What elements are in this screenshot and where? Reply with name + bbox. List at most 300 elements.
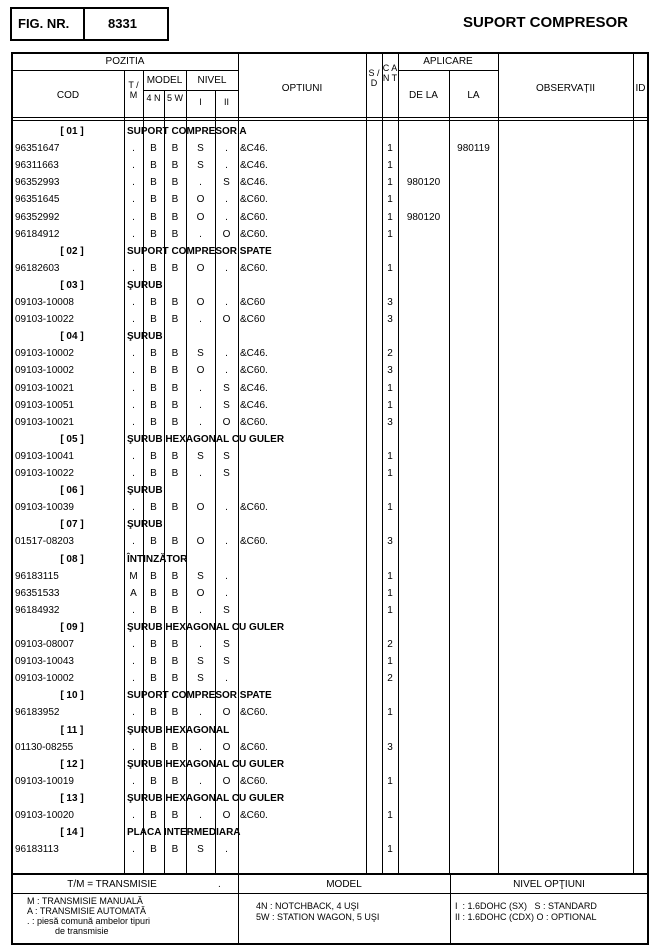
cell-tm: .	[132, 382, 135, 394]
legend-tm-line-3: . : piesă comună ambelor tipuri	[27, 916, 151, 926]
cell-cant: 2	[387, 673, 393, 685]
position-number: [ 07 ]	[60, 519, 84, 531]
col-nivel-2: II	[223, 97, 229, 107]
cell-tm: .	[132, 741, 135, 753]
part-name: ŞURUB	[127, 331, 163, 343]
cell-nivel-2: .	[225, 211, 228, 223]
cell-model-4n: B	[150, 382, 157, 394]
table-row	[12, 192, 648, 209]
cell-cod: 96183113	[15, 844, 59, 856]
col-nivel-1: I	[199, 97, 202, 107]
cell-model-4n: B	[150, 810, 157, 821]
cell-cod: 09103-10021	[15, 382, 74, 394]
table-row	[12, 449, 648, 466]
cell-optiune: &C46.	[240, 399, 268, 411]
cell-cant: 2	[387, 639, 393, 650]
cell-model-4n: B	[150, 365, 157, 377]
cell-nivel-2: .	[225, 297, 228, 308]
page-title: SUPORT COMPRESOR	[463, 14, 629, 31]
cell-model-4n: B	[150, 775, 157, 787]
table-row	[12, 261, 648, 278]
cell-cod: 96352993	[15, 177, 60, 189]
cell-nivel-1: S	[197, 656, 204, 668]
cell-model-5w: B	[171, 160, 179, 172]
cell-model-5w: B	[171, 656, 179, 668]
group-row	[12, 244, 648, 261]
cell-tm: .	[132, 775, 135, 787]
cell-cod: 96311663	[15, 160, 59, 172]
part-name: SUPORT COMPRESOR SPATE	[127, 245, 272, 257]
cell-nivel-2: S	[223, 468, 230, 479]
part-name: ŞURUB HEXAGONAL CU GULER	[127, 621, 285, 633]
cell-optiune: &C60.	[240, 262, 268, 274]
cell-nivel-2: .	[225, 194, 228, 206]
cell-optiune: &C46.	[240, 382, 268, 394]
table-row	[12, 295, 648, 312]
cell-model-4n: B	[150, 673, 157, 685]
legend-tm-dot: .	[218, 879, 221, 890]
cell-nivel-1: .	[199, 416, 202, 428]
cell-optiune: &C60.	[240, 365, 268, 377]
cell-optiune: &C46.	[240, 160, 268, 172]
cell-nivel-1: O	[196, 502, 205, 514]
cell-optiune: &C60.	[240, 775, 268, 787]
table-row	[12, 534, 648, 551]
cell-nivel-1: .	[199, 741, 202, 753]
cell-tm: .	[132, 639, 135, 650]
cell-tm: .	[132, 143, 135, 155]
cell-cod: 09103-10008	[15, 297, 74, 308]
cell-optiune: &C46.	[240, 177, 268, 189]
cell-de-la: 980120	[406, 211, 441, 223]
cell-cant: 1	[387, 160, 393, 172]
cell-cant: 1	[387, 468, 393, 479]
cell-model-5w: B	[171, 536, 179, 548]
cell-cant: 1	[387, 844, 393, 856]
cell-nivel-1: .	[199, 707, 202, 719]
cell-model-4n: B	[150, 160, 157, 172]
col-nivel: NIVEL	[197, 75, 227, 86]
cell-cod: 09103-10041	[15, 450, 74, 462]
cell-de-la: 980120	[406, 177, 441, 189]
cell-nivel-2: .	[225, 262, 228, 274]
group-row	[12, 723, 648, 740]
table-row	[12, 842, 648, 859]
cell-tm: .	[132, 707, 135, 719]
position-number: [ 04 ]	[60, 331, 84, 343]
cell-tm: .	[132, 160, 135, 172]
cell-nivel-2: S	[223, 604, 230, 616]
cell-nivel-2: O	[222, 228, 231, 240]
cell-nivel-1: .	[199, 775, 202, 787]
cell-model-4n: B	[150, 468, 157, 479]
cell-model-4n: B	[150, 399, 157, 411]
cell-model-4n: B	[150, 228, 157, 240]
cell-nivel-2: O	[222, 810, 231, 821]
cell-model-5w: B	[171, 604, 179, 616]
table-row	[12, 569, 648, 586]
cell-nivel-1: O	[196, 587, 205, 599]
group-row	[12, 278, 648, 295]
cell-optiune: &C46.	[240, 143, 268, 155]
position-number: [ 13 ]	[60, 792, 84, 804]
group-row	[12, 483, 648, 500]
cell-cod: 96352992	[15, 211, 60, 223]
cell-nivel-2: .	[225, 160, 228, 172]
cell-optiune: &C60.	[240, 741, 268, 753]
cell-nivel-2: S	[223, 382, 230, 394]
cell-nivel-2: S	[223, 656, 230, 668]
cell-tm: .	[132, 673, 135, 685]
cell-nivel-1: O	[196, 211, 205, 223]
cell-tm: .	[132, 297, 135, 308]
cell-model-5w: B	[171, 450, 179, 462]
cell-tm: M	[129, 570, 138, 582]
cell-model-5w: B	[171, 348, 179, 360]
cell-cant: 1	[387, 143, 393, 155]
part-name: ŞURUB	[127, 485, 163, 497]
cell-model-4n: B	[150, 707, 157, 719]
cell-nivel-2: O	[222, 741, 231, 753]
cell-optiune: &C60	[240, 314, 266, 326]
cell-optiune: &C46.	[240, 348, 268, 360]
cell-nivel-1: S	[197, 348, 204, 360]
legend-model-line-1: 4N : NOTCHBACK, 4 UŞI	[256, 901, 360, 911]
cell-cant: 1	[387, 399, 393, 411]
table-row	[12, 312, 648, 329]
cell-cant: 1	[387, 450, 393, 462]
cell-nivel-1: S	[197, 160, 204, 172]
group-row	[12, 432, 648, 449]
cell-tm: .	[132, 844, 135, 856]
cell-nivel-1: O	[196, 365, 205, 377]
cell-optiune: &C60.	[240, 536, 268, 548]
part-name: PLACA INTERMEDIARA	[127, 827, 241, 839]
cell-nivel-1: S	[197, 450, 204, 462]
cell-model-4n: B	[150, 502, 157, 514]
position-number: [ 12 ]	[60, 758, 84, 770]
cell-model-5w: B	[171, 639, 179, 650]
cell-cant: 3	[387, 416, 393, 428]
cell-model-4n: B	[150, 416, 157, 428]
col-la: LA	[467, 90, 480, 101]
cell-cant: 1	[387, 177, 393, 189]
table-row	[12, 346, 648, 363]
legend-nivel-title: NIVEL OPŢIUNI	[513, 879, 585, 890]
cell-nivel-1: O	[196, 194, 205, 206]
table-row	[12, 705, 648, 722]
table-row	[12, 227, 648, 244]
cell-optiune: &C60.	[240, 194, 268, 206]
position-number: [ 06 ]	[60, 485, 84, 497]
col-cod: COD	[56, 90, 80, 101]
part-name: ŞURUB HEXAGONAL CU GULER	[127, 433, 285, 445]
cell-nivel-2: O	[222, 707, 231, 719]
position-number: [ 02 ]	[60, 245, 84, 257]
cell-cant: 1	[387, 228, 393, 240]
group-row	[12, 825, 648, 842]
group-row	[12, 124, 648, 141]
cell-nivel-1: .	[199, 228, 202, 240]
cell-tm: .	[132, 228, 135, 240]
cell-model-4n: B	[150, 194, 157, 206]
cell-model-5w: B	[171, 211, 179, 223]
cell-optiune: &C60.	[240, 707, 268, 719]
col-tm: T / M	[128, 80, 139, 100]
cell-tm: .	[132, 399, 135, 411]
table-row	[12, 637, 648, 654]
cell-nivel-1: O	[196, 262, 205, 274]
group-row	[12, 329, 648, 346]
cell-nivel-2: S	[223, 399, 230, 411]
cell-nivel-1: .	[199, 399, 202, 411]
cell-cant: 1	[387, 707, 393, 719]
cell-tm: .	[132, 194, 135, 206]
cell-nivel-1: .	[199, 382, 202, 394]
cell-cant: 1	[387, 587, 393, 599]
part-name: SUPORT COMPRESOR A	[127, 126, 247, 137]
cell-model-4n: B	[150, 211, 157, 223]
table-row	[12, 466, 648, 483]
cell-model-5w: B	[171, 707, 179, 719]
cell-nivel-2: .	[225, 673, 228, 685]
cell-model-4n: B	[150, 587, 157, 599]
legend-nivel-line-2: II : 1.6DOHC (CDX) O : OPTIONAL	[455, 912, 597, 922]
cell-model-5w: B	[171, 502, 179, 514]
cell-cant: 3	[387, 536, 393, 548]
cell-cod: 09103-10002	[15, 348, 74, 360]
position-number: [ 10 ]	[60, 690, 84, 702]
cell-nivel-2: .	[225, 536, 228, 548]
cell-model-5w: B	[171, 314, 179, 326]
cell-cod: 09103-10002	[15, 673, 74, 685]
cell-model-4n: B	[150, 639, 157, 650]
cell-model-5w: B	[171, 365, 179, 377]
cell-tm: .	[132, 502, 135, 514]
part-name: ŞURUB HEXAGONAL CU GULER	[127, 758, 285, 770]
group-row	[12, 552, 648, 569]
legend-tm-line-2: A : TRANSMISIE AUTOMATĂ	[27, 906, 147, 916]
cell-nivel-2: .	[225, 570, 228, 582]
cell-model-5w: B	[171, 382, 179, 394]
part-name: ÎNTINZĂTOR	[127, 553, 188, 565]
table-row	[12, 740, 648, 757]
cell-cant: 1	[387, 604, 393, 616]
cell-nivel-2: .	[225, 502, 228, 514]
group-row	[12, 688, 648, 705]
cell-cod: 09103-10039	[15, 502, 74, 514]
cell-model-5w: B	[171, 194, 179, 206]
cell-model-5w: B	[171, 570, 179, 582]
cell-tm: .	[132, 416, 135, 428]
cell-nivel-2: O	[222, 314, 231, 326]
position-number: [ 14 ]	[60, 827, 84, 839]
cell-cant: 3	[387, 314, 393, 326]
part-name: ŞURUB	[127, 519, 163, 531]
cell-model-5w: B	[171, 673, 179, 685]
part-name: ŞURUB HEXAGONAL CU GULER	[127, 792, 285, 804]
cell-tm: .	[132, 262, 135, 274]
cell-model-4n: B	[150, 604, 157, 616]
cell-cant: 2	[387, 348, 393, 360]
cell-cod: 09103-10051	[15, 399, 74, 411]
cell-nivel-2: .	[225, 348, 228, 360]
cell-model-4n: B	[150, 656, 157, 668]
table-row	[12, 500, 648, 517]
legend-nivel-line-1: I : 1.6DOHC (SX) S : STANDARD	[455, 901, 597, 911]
col-aplicare: APLICARE	[423, 56, 473, 67]
fig-number: 8331	[108, 16, 137, 31]
cell-nivel-2: O	[222, 416, 231, 428]
cell-cant: 3	[387, 365, 393, 377]
table-row	[12, 175, 648, 192]
cell-cod: 09103-08007	[15, 639, 74, 650]
cell-optiune: &C60.	[240, 502, 268, 514]
table-row	[12, 398, 648, 415]
group-row	[12, 757, 648, 774]
cell-nivel-1: .	[199, 810, 202, 821]
cell-tm: .	[132, 468, 135, 479]
cell-model-5w: B	[171, 416, 179, 428]
cell-cod: 09103-10043	[15, 656, 74, 668]
cell-tm: .	[132, 656, 135, 668]
cell-model-4n: B	[150, 570, 157, 582]
cell-nivel-1: O	[196, 297, 205, 308]
cell-model-5w: B	[171, 810, 179, 821]
cell-tm: .	[132, 348, 135, 360]
table-row	[12, 586, 648, 603]
cell-cod: 96351645	[15, 194, 60, 206]
col-sd: S / D	[368, 68, 380, 88]
cell-cod: 09103-10021	[15, 416, 74, 428]
legend-model-title: MODEL	[326, 879, 362, 890]
cell-optiune: &C60.	[240, 211, 268, 223]
cell-tm: .	[132, 314, 135, 326]
col-cant: C A N T	[382, 63, 398, 83]
cell-cod: 96351647	[15, 143, 60, 155]
cell-cod: 01130-08255	[15, 741, 74, 753]
cell-optiune: &C60.	[240, 416, 268, 428]
cell-model-5w: B	[171, 228, 179, 240]
group-row	[12, 791, 648, 808]
part-name: ŞURUB HEXAGONAL	[127, 724, 230, 736]
part-name: ŞURUB	[127, 279, 163, 291]
cell-optiune: &C60	[240, 297, 266, 308]
cell-nivel-2: S	[223, 639, 230, 650]
cell-optiune: &C60.	[240, 810, 268, 821]
position-number: [ 01 ]	[60, 126, 84, 137]
col-de-la: DE LA	[409, 90, 438, 101]
position-number: [ 08 ]	[60, 553, 84, 565]
cell-nivel-1: S	[197, 143, 204, 155]
cell-model-4n: B	[150, 844, 157, 856]
cell-cod: 09103-10002	[15, 365, 74, 377]
cell-cod: 96351533	[15, 587, 60, 599]
cell-tm: .	[132, 604, 135, 616]
table-row	[12, 381, 648, 398]
cell-model-5w: B	[171, 262, 179, 274]
cell-tm: .	[132, 211, 135, 223]
cell-nivel-2: .	[225, 844, 228, 856]
cell-cant: 1	[387, 382, 393, 394]
cell-model-4n: B	[150, 262, 157, 274]
part-name: SUPORT COMPRESOR SPATE	[127, 690, 272, 702]
cell-cant: 1	[387, 775, 393, 787]
cell-nivel-1: S	[197, 673, 204, 685]
cell-model-4n: B	[150, 348, 157, 360]
col-observatii: OBSERVAȚII	[535, 83, 596, 94]
col-id: ID	[635, 83, 646, 94]
table-row	[12, 603, 648, 620]
cell-model-4n: B	[150, 314, 157, 326]
position-number: [ 03 ]	[60, 279, 84, 291]
table-row	[12, 671, 648, 688]
cell-cant: 1	[387, 262, 393, 274]
cell-cod: 09103-10019	[15, 775, 74, 787]
cell-cod: 01517-08203	[15, 536, 74, 548]
cell-model-5w: B	[171, 177, 179, 189]
col-model-5w: 5 W	[166, 93, 183, 103]
cell-model-5w: B	[171, 399, 179, 411]
col-model-4n: 4 N	[146, 93, 161, 103]
cell-cant: 1	[387, 656, 393, 668]
col-model: MODEL	[146, 75, 183, 86]
cell-nivel-2: .	[225, 365, 228, 377]
cell-cod: 96184912	[15, 228, 60, 240]
cell-cod: 09103-10020	[15, 810, 74, 821]
cell-cant: 1	[387, 194, 393, 206]
cell-tm: .	[132, 365, 135, 377]
cell-model-4n: B	[150, 177, 157, 189]
cell-nivel-2: S	[223, 177, 230, 189]
cell-tm: .	[132, 810, 135, 821]
cell-nivel-1: S	[197, 844, 204, 856]
cell-model-5w: B	[171, 844, 179, 856]
cell-nivel-1: O	[196, 536, 205, 548]
cell-model-5w: B	[171, 741, 179, 753]
cell-cod: 09103-10022	[15, 314, 74, 326]
cell-model-5w: B	[171, 297, 179, 308]
legend-tm-title: T/M = TRANSMISIE	[67, 879, 157, 890]
table-row	[12, 415, 648, 432]
cell-nivel-1: .	[199, 314, 202, 326]
cell-nivel-1: .	[199, 468, 202, 479]
cell-nivel-1: .	[199, 177, 202, 189]
cell-model-4n: B	[150, 741, 157, 753]
cell-model-4n: B	[150, 143, 157, 155]
col-pozitia: POZITIA	[105, 56, 145, 67]
cell-nivel-2: O	[222, 775, 231, 787]
cell-tm: .	[132, 177, 135, 189]
cell-cod: 09103-10022	[15, 468, 74, 479]
cell-cant: 3	[387, 297, 393, 308]
legend-tm-line-1: M : TRANSMISIE MANUALĂ	[27, 896, 143, 906]
cell-tm: .	[132, 536, 135, 548]
position-number: [ 09 ]	[60, 621, 84, 633]
fig-label: FIG. NR.	[18, 16, 70, 31]
cell-nivel-2: S	[223, 450, 230, 462]
cell-model-5w: B	[171, 775, 179, 787]
col-optiuni: OPTIUNI	[281, 83, 323, 94]
cell-tm: A	[130, 587, 137, 599]
cell-cod: 96184932	[15, 604, 60, 616]
cell-la: 980119	[457, 143, 490, 155]
table-row	[12, 774, 648, 791]
cell-cod: 96182603	[15, 262, 60, 274]
cell-optiune: &C60.	[240, 228, 268, 240]
cell-nivel-1: S	[197, 570, 204, 582]
cell-cant: 3	[387, 741, 393, 753]
